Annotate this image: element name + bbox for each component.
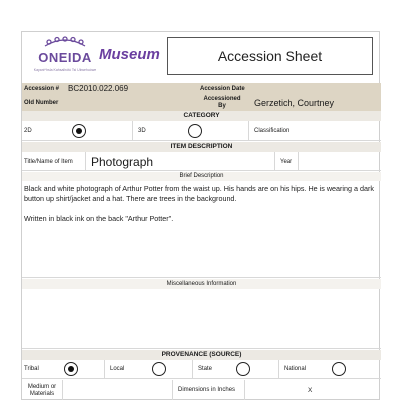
- provenance-tribal-label: Tribal: [24, 366, 39, 372]
- year-label: Year: [280, 159, 293, 165]
- old-number-label: Old Number: [24, 100, 59, 106]
- sheet-header: [22, 32, 381, 83]
- accession-number-label: Accession #: [24, 86, 60, 92]
- provenance-state-label: State: [198, 366, 213, 372]
- item-title-label: Title/Name of Item: [24, 159, 73, 165]
- old-number-row: [22, 95, 381, 111]
- provenance-row: [22, 360, 381, 379]
- provenance-state-radio[interactable]: [236, 362, 250, 376]
- provenance-national-radio[interactable]: [332, 362, 346, 376]
- item-title-field[interactable]: Photograph: [91, 155, 154, 169]
- accession-number-field[interactable]: BC2010.022.069: [68, 84, 129, 93]
- accessioned-by-field[interactable]: Gerzetich, Courtney: [254, 98, 335, 108]
- accessioned-by-label: Accessioned By: [203, 96, 241, 109]
- medium-dimensions-row: [22, 380, 381, 400]
- brief-description-field[interactable]: [22, 184, 381, 278]
- provenance-national-label: National: [284, 366, 307, 372]
- brief-description-label: Brief Description: [22, 172, 381, 181]
- provenance-heading: PROVENANCE (SOURCE): [22, 350, 381, 360]
- category-3d-radio[interactable]: [188, 124, 202, 138]
- oneida-wampum-icon: [41, 36, 89, 48]
- misc-info-label: Miscellaneous Information: [22, 279, 381, 289]
- category-2d-radio[interactable]: [72, 124, 86, 138]
- accession-sheet: [21, 31, 380, 400]
- brief-description-paragraph: Black and white photograph of Arthur Potter from the waist up. His hands are on his hips. He is wearing a dark button up shirt/jacket and a hat. There are trees in the background.: [24, 184, 374, 203]
- logo-tagline: Kayanl^hsla Kahsalhótú Tsi Ukwehuówe: [33, 68, 97, 72]
- provenance-local-radio[interactable]: [152, 362, 166, 376]
- accession-number-row: [22, 83, 381, 95]
- misc-info-field[interactable]: [22, 289, 381, 349]
- item-title-row: [22, 152, 381, 171]
- museum-label: Museum: [99, 46, 160, 63]
- dimensions-separator: X: [308, 387, 313, 394]
- provenance-local-label: Local: [110, 366, 125, 372]
- category-row: [22, 121, 381, 141]
- classification-label: Classification: [254, 128, 290, 134]
- category-heading: CATEGORY: [22, 111, 381, 121]
- accession-date-label: Accession Date: [200, 86, 245, 92]
- brief-description-note: Written in black ink on the back "Arthur Potter".: [24, 214, 174, 223]
- logo-wordmark: ONEIDA: [38, 50, 92, 65]
- sheet-title: Accession Sheet: [167, 37, 373, 75]
- item-description-heading: ITEM DESCRIPTION: [22, 142, 381, 152]
- medium-label: Medium or Materials: [27, 384, 57, 397]
- dimensions-label: Dimensions in Inches: [178, 387, 236, 393]
- oneida-logo: [29, 36, 101, 80]
- provenance-tribal-radio[interactable]: [64, 362, 78, 376]
- category-2d-label: 2D: [24, 128, 32, 134]
- category-3d-label: 3D: [138, 128, 146, 134]
